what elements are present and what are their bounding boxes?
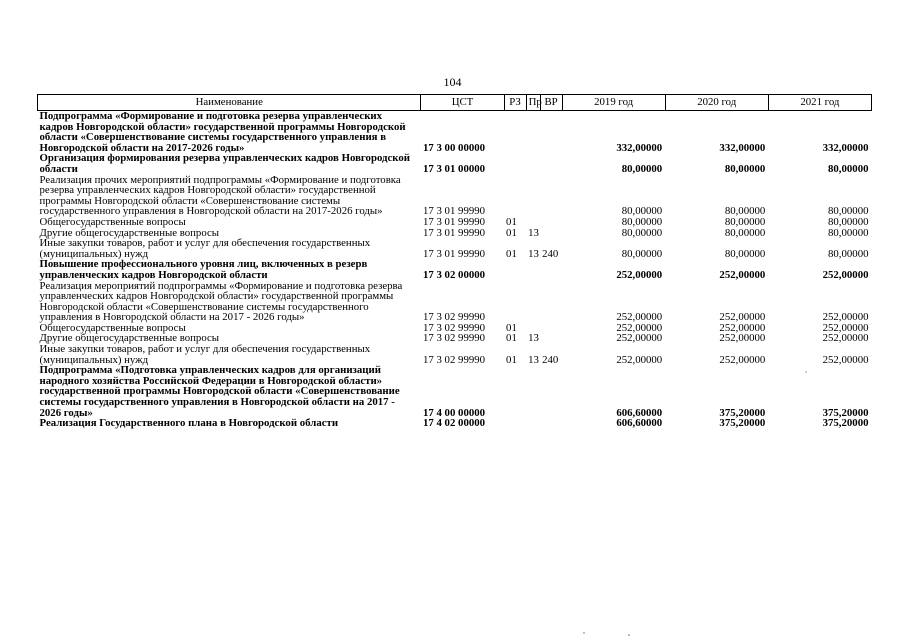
cell-2019: 80,00000 (621, 162, 663, 175)
cell-2020: 252,00000 (719, 353, 766, 366)
page-number: 104 (443, 75, 462, 89)
cell-2021: 80,00000 (828, 205, 869, 218)
cell-pr: 13 (528, 332, 539, 345)
cell-2020: 252,00000 (719, 332, 766, 345)
cell-rz: 01 (506, 226, 517, 239)
cell-2021: 80,00000 (828, 215, 869, 228)
cell-2019: 252,00000 (616, 353, 663, 366)
cell-cst: 17 3 01 99990 (422, 247, 486, 260)
cell-name: Организация формирования резерва управленческих кадров Новгородской области (39, 152, 410, 175)
header-rz: РЗ (504, 95, 526, 111)
header-cst: ЦСТ (421, 95, 504, 111)
cell-vr: 240 (542, 247, 559, 260)
cell-2019: 80,00000 (621, 226, 663, 239)
cell-rz: 01 (506, 215, 517, 228)
cell-name: Реализация Государственного плана в Новгородской области (39, 417, 339, 430)
cell-cst: 17 3 01 99990 (422, 205, 486, 218)
header-name: Наименование (38, 95, 421, 111)
cell-cst: 17 3 00 00000 (422, 141, 486, 154)
cell-rz: 01 (506, 247, 517, 260)
cell-cst: 17 3 02 00000 (422, 268, 486, 281)
cell-2021: 252,00000 (822, 332, 869, 345)
cell-cst: 17 4 00 00000 (422, 406, 486, 419)
cell-2021: 252,00000 (822, 353, 869, 366)
cell-rz: 01 (506, 332, 517, 345)
cell-2019: 80,00000 (621, 247, 663, 260)
cell-2020: 252,00000 (719, 268, 766, 281)
cell-cst: 17 3 02 99990 (422, 321, 486, 334)
cell-rz: 01 (506, 321, 517, 334)
header-2019: 2019 год (562, 95, 665, 111)
cell-pr: 13 (528, 226, 539, 239)
cell-2021: 80,00000 (828, 226, 869, 239)
cell-2020: 375,20000 (719, 406, 766, 419)
cell-2019: 80,00000 (621, 205, 663, 218)
cell-2021: 375,20000 (822, 406, 869, 419)
cell-name: Иные закупки товаров, работ и услуг для обеспечения государственных (муниципальных) нужд (39, 343, 371, 366)
cell-name: Иные закупки товаров, работ и услуг для обеспечения государственных (муниципальных) нужд (39, 237, 371, 260)
cell-2019: 332,00000 (616, 141, 663, 154)
cell-2021: 252,00000 (822, 268, 869, 281)
header-2021: 2021 год (768, 95, 871, 111)
cell-2021: 375,20000 (822, 417, 869, 430)
cell-2021: 252,00000 (822, 311, 869, 324)
cell-name: Другие общегосударственные вопросы (39, 332, 220, 345)
cell-2020: 80,00000 (724, 205, 766, 218)
cell-name: Общегосударственные вопросы (39, 321, 186, 334)
cell-name: Подпрограмма «Формирование и подготовка резерва управленческих кадров Новгородской области» государственной программы Новгородской области «Совершенствование системы государственного управления в Новгородской области на 2017-2026 годы» (39, 110, 406, 154)
cell-2019: 80,00000 (621, 215, 663, 228)
cell-2019: 252,00000 (616, 311, 663, 324)
cell-2019: 252,00000 (616, 321, 663, 334)
cell-pr: 13 (528, 247, 539, 260)
cell-name: Реализация мероприятий подпрограммы «Формирование и подготовка резерва управленческих кадров Новгородской области» государственной программы Новгородской области «Совершенствование системы государственного управления в Новгородской области на 2017 - 2026 годы» (39, 279, 403, 324)
cell-name: Подпрограмма «Подготовка управленческих кадров для организаций народного хозяйства Российской Федерации в Новгородской области» государственной программы Новгородской области «Совершенствование системы государственного управления в Новгородской области на 2017 - 2026 годы» (39, 364, 400, 419)
cell-2021: 80,00000 (828, 162, 869, 175)
cell-cst: 17 3 01 99990 (422, 215, 486, 228)
cell-name: Реализация прочих мероприятий подпрограммы «Формирование и подготовка резерва управленческих кадров Новгородской области» государственной программы Новгородской области «Совершенствование системы государственного управления в Новгородской области на 2017-2026 годы» (39, 173, 401, 218)
cell-2019: 252,00000 (616, 332, 663, 345)
cell-cst: 17 3 01 00000 (422, 162, 486, 175)
cell-cst: 17 3 01 99990 (422, 226, 486, 239)
cell-2021: 80,00000 (828, 247, 869, 260)
header-2020: 2020 год (665, 95, 768, 111)
cell-2020: 332,00000 (719, 141, 766, 154)
cell-2019: 252,00000 (616, 268, 663, 281)
cell-2020: 252,00000 (719, 321, 766, 334)
cell-2021: 252,00000 (822, 321, 869, 334)
cell-2020: 252,00000 (719, 311, 766, 324)
cell-vr: 240 (542, 353, 559, 366)
cell-cst: 17 3 02 99990 (422, 353, 486, 366)
cell-2020: 80,00000 (724, 215, 766, 228)
cell-rz: 01 (506, 353, 517, 366)
cell-pr: 13 (528, 353, 539, 366)
cell-2020: 80,00000 (724, 226, 766, 239)
cell-2019: 606,60000 (616, 417, 663, 430)
cell-2020: 80,00000 (724, 247, 766, 260)
cell-2020: 80,00000 (724, 162, 766, 175)
cell-name: Другие общегосударственные вопросы (39, 226, 220, 239)
cell-cst: 17 3 02 99990 (422, 332, 486, 345)
header-pr: Пр (526, 95, 540, 111)
cell-2020: 375,20000 (719, 417, 766, 430)
cell-cst: 17 3 02 99990 (422, 311, 486, 324)
cell-name: Общегосударственные вопросы (39, 215, 186, 228)
cell-2021: 332,00000 (822, 141, 869, 154)
cell-2019: 606,60000 (616, 406, 663, 419)
header-vr: ВР (540, 95, 562, 111)
cell-cst: 17 4 02 00000 (422, 417, 486, 430)
cell-name: Повышение профессионального уровня лиц, включенных в резерв управленческих кадров Новгородской области (39, 258, 368, 281)
